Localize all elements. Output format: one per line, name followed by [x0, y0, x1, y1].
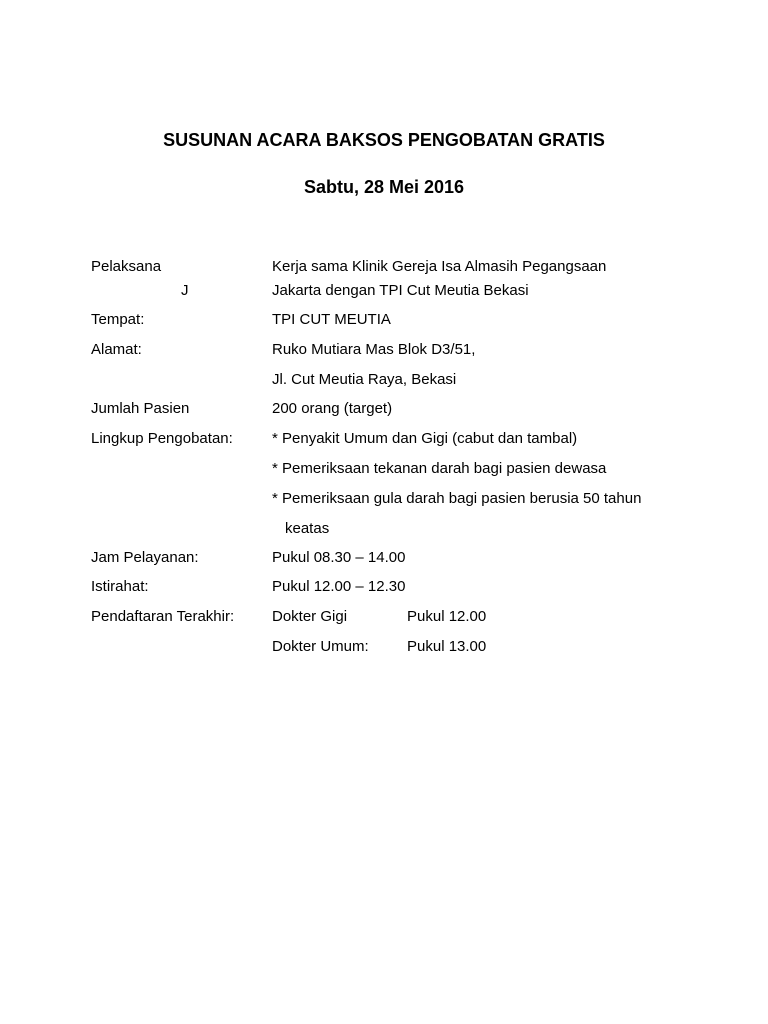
alamat-label: Alamat: [91, 341, 142, 358]
lingkup-label: Lingkup Pengobatan: [91, 430, 233, 447]
alamat-value-line1: Ruko Mutiara Mas Blok D3/51, [272, 341, 476, 358]
pelaksana-label: Pelaksana [91, 258, 162, 275]
jumlah-pasien-value: 200 orang (target) [272, 400, 393, 417]
tempat-label: Tempat: [91, 311, 145, 328]
lingkup-item: * Pemeriksaan gula darah bagi pasien berusia 50 tahun [272, 490, 642, 507]
pendaftaran-label: Pendaftaran Terakhir: [91, 608, 235, 625]
pendaftaran-entry-time: Pukul 12.00 [407, 608, 487, 625]
tempat-value: TPI CUT MEUTIA [272, 311, 391, 328]
jam-pelayanan-value: Pukul 08.30 – 14.00 [272, 549, 406, 566]
istirahat-label: Istirahat: [91, 578, 149, 595]
pendaftaran-entry-name: Dokter Gigi [272, 608, 348, 625]
document-date: Sabtu, 28 Mei 2016 [303, 177, 465, 197]
pendaftaran-entry-time: Pukul 13.00 [407, 638, 487, 655]
pelaksana-marker: J [181, 282, 189, 299]
pelaksana-value-line1: Kerja sama Klinik Gereja Isa Almasih Pegangsaan [272, 258, 607, 275]
pelaksana-value-line2: Jakarta dengan TPI Cut Meutia Bekasi [272, 282, 529, 299]
document-title: SUSUNAN ACARA BAKSOS PENGOBATAN GRATIS [163, 130, 605, 150]
lingkup-item: * Pemeriksaan tekanan darah bagi pasien dewasa [272, 460, 607, 477]
pendaftaran-entry-name: Dokter Umum: [272, 638, 369, 655]
lingkup-item: * Penyakit Umum dan Gigi (cabut dan tambal) [272, 430, 578, 447]
jam-pelayanan-label: Jam Pelayanan: [91, 549, 199, 566]
alamat-value-line2: Jl. Cut Meutia Raya, Bekasi [272, 371, 457, 388]
lingkup-item-continuation: keatas [285, 520, 330, 537]
istirahat-value: Pukul 12.00 – 12.30 [272, 578, 406, 595]
jumlah-pasien-label: Jumlah Pasien [91, 400, 190, 417]
